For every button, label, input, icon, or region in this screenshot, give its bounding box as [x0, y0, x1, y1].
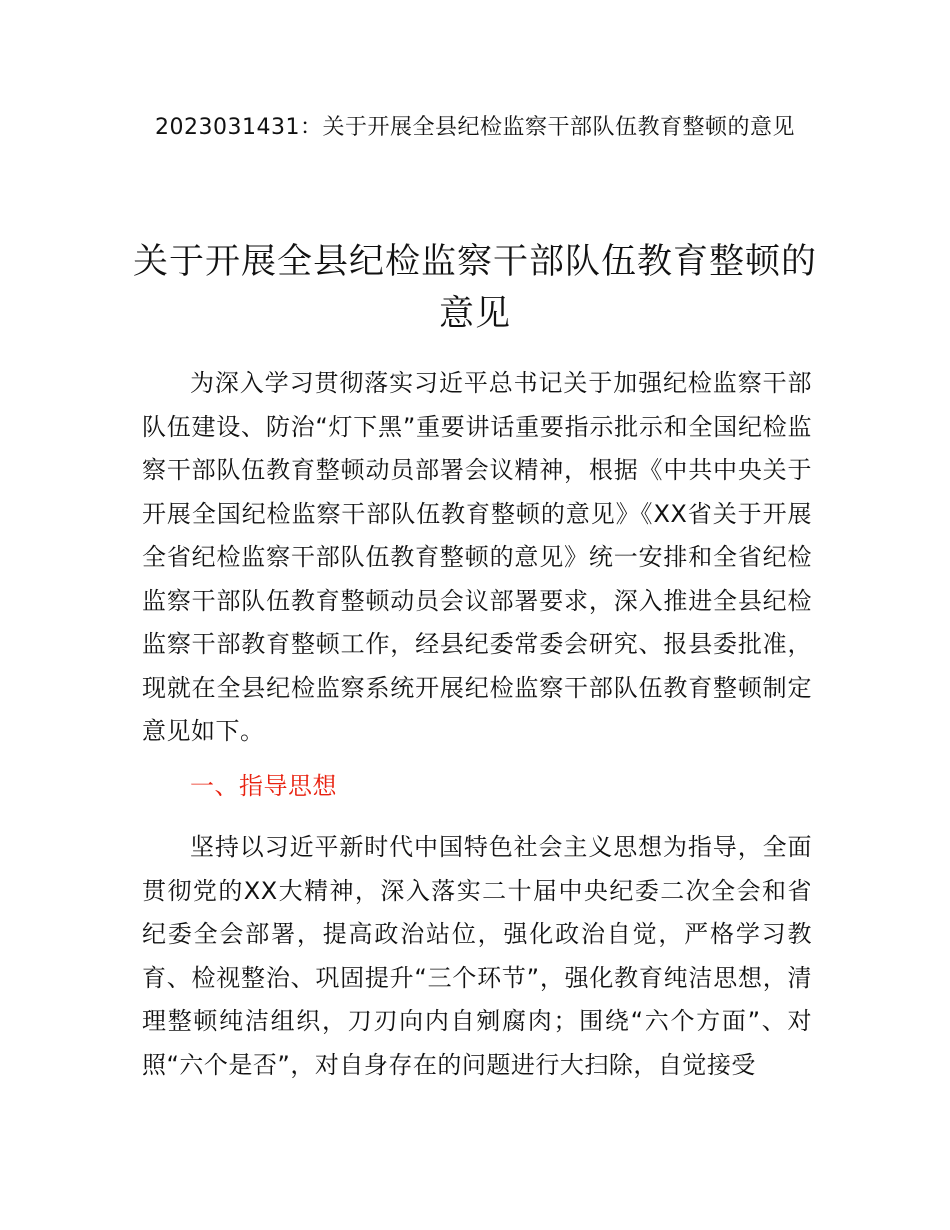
- intro-paragraph: 为深入学习贯彻落实习近平总书记关于加强纪检监察干部队伍建设、防治“灯下黑”重要讲话重要指示批示和全国纪检监察干部队伍教育整顿动员部署会议精神，根据《中共中央关于开展全国纪检监察干部队伍教育整顿的意见》《XX省关于开展全省纪检监察干部队伍教育整顿的意见》统一安排和全省纪检监察干部队伍教育整顿动员会议部署要求，深入推进全县纪检监察干部教育整顿工作，经县纪委常委会研究、报县委批准，现就在全县纪检监察系统开展纪检监察干部队伍教育整顿制定意见如下。: [142, 369, 812, 745]
- document-title-line-2: 意见: [438, 294, 511, 334]
- document-title-line-1: 关于开展全县纪检监察干部队伍教育整顿的: [132, 242, 817, 282]
- document-header: 2023031431：关于开展全县纪检监察干部队伍教育整顿的意见: [155, 115, 795, 140]
- guiding-ideology-paragraph: 坚持以习近平新时代中国特色社会主义思想为指导，全面贯彻党的XX大精神，深入落实二十届中央纪委二次全会和省纪委全会部署，提高政治站位，强化政治自觉，严格学习教育、检视整治、巩固提升“三个环节”，强化教育纯洁思想，清理整顿纯洁组织，刀刃向内自剜腐肉；围绕“六个方面”、对照“六个是否”，对自身存在的问题进行大扫除，自觉接受: [142, 833, 812, 1079]
- document-title: [120, 236, 830, 340]
- section-heading-guiding-ideology: 一、指导思想: [190, 772, 337, 800]
